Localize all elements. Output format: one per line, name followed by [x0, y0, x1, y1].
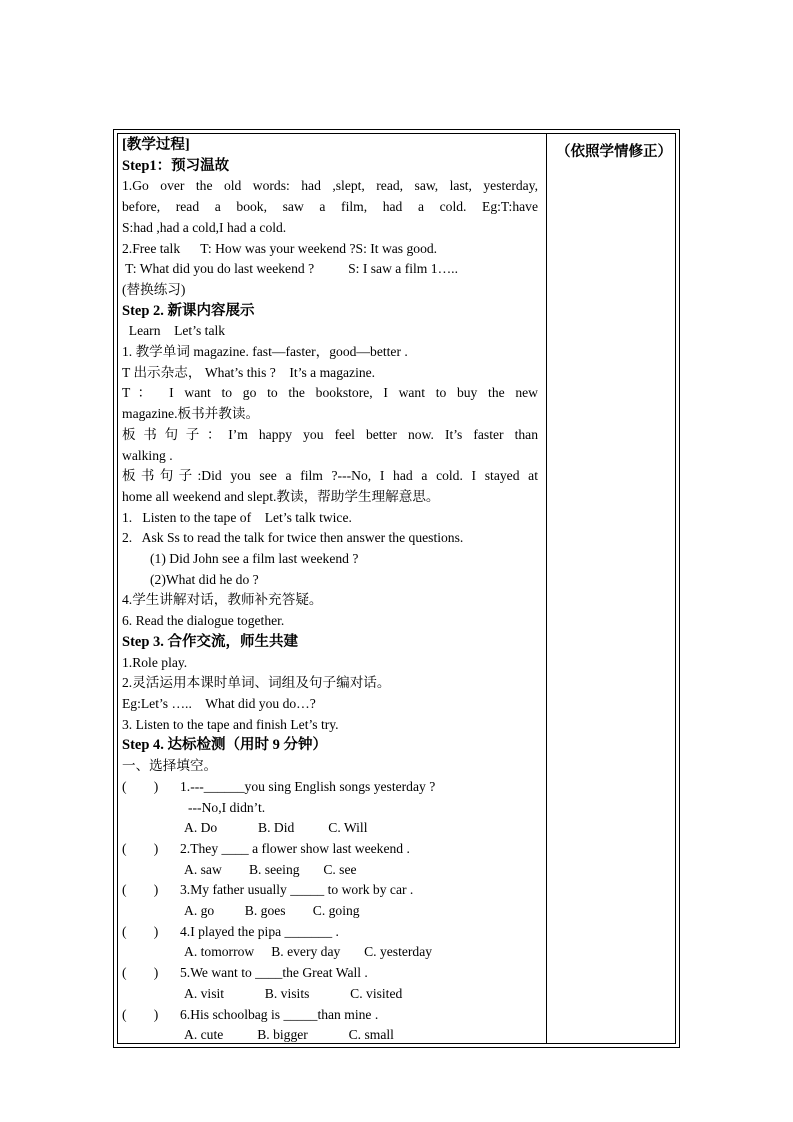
text-line: 2.灵活运用本课时单词、词组及句子编对话。	[122, 675, 391, 691]
question-3	[122, 880, 538, 901]
step1-title: Step1：预习温故	[122, 157, 230, 174]
text-line: T: What did you do last weekend ? S: I saw a film 1…..	[122, 261, 458, 277]
text-line: S:had ,had a cold,I had a cold.	[122, 219, 287, 235]
text-line: T： I want to go to the bookstore, I want to buy the new	[122, 385, 538, 401]
text-line: 4.学生讲解对话，教师补充答疑。	[122, 592, 323, 608]
text-line: Eg:Let’s ….. What did you do…?	[122, 695, 316, 711]
question-text: 5.We want to ____the Great Wall .	[180, 965, 368, 981]
answer-blank: ( )	[122, 882, 159, 898]
question-text: 4.I played the pipa _______ .	[180, 923, 339, 939]
text-line: T 出示杂志， What’s this ? It’s a magazine.	[122, 364, 376, 380]
text-line: 2.Free talk T: How was your weekend ?S: It was good.	[122, 240, 438, 256]
text-line: 6. Read the dialogue together.	[122, 613, 285, 629]
question-options: A. cute B. bigger C. small	[184, 1027, 394, 1043]
text-line: (1) Did John see a film last weekend ?	[150, 551, 359, 567]
lesson-plan-table	[113, 129, 680, 1048]
teaching-process-cell	[122, 135, 538, 1046]
text-line: 板书句子:Did you see a film ?---No, I had a cold. I stayed at	[122, 468, 538, 484]
step2-title: Step 2. 新课内容展示	[122, 302, 255, 319]
question-1	[122, 777, 538, 798]
question-text: 1.---______you sing English songs yesterday ?	[180, 778, 436, 794]
text-line: 1. 教学单词 magazine. fast—faster，good—better .	[122, 344, 408, 360]
exercise-subtitle: 一、选择填空。	[122, 758, 218, 774]
question-4	[122, 922, 538, 943]
question-5	[122, 963, 538, 984]
answer-blank: ( )	[122, 965, 159, 981]
text-line: 板书句子：I’m happy you feel better now. It’s faster than	[122, 426, 538, 442]
question-text: 2.They ____ a flower show last weekend .	[180, 840, 410, 856]
text-line: before, read a book, saw a film, had a cold. Eg:T:have	[122, 199, 538, 215]
text-line: Learn Let’s talk	[122, 323, 226, 339]
step3-title: Step 3. 合作交流，师生共建	[122, 633, 299, 650]
text-line: 1.Role play.	[122, 654, 188, 670]
answer-blank: ( )	[122, 1006, 159, 1022]
question-options: A. visit B. visits C. visited	[184, 985, 403, 1001]
text-line: 1. Listen to the tape of Let’s talk twice.	[122, 509, 352, 525]
question-options: A. saw B. seeing C. see	[184, 861, 357, 877]
text-line: walking .	[122, 447, 173, 463]
answer-blank: ( )	[122, 778, 159, 794]
question-text: 6.His schoolbag is _____than mine .	[180, 1006, 379, 1022]
revision-note: （依照学情修正）	[556, 144, 672, 160]
question-reply: ---No,I didn’t.	[188, 799, 266, 815]
revision-note-cell	[552, 140, 676, 161]
question-options: A. tomorrow B. every day C. yesterday	[184, 944, 433, 960]
question-6	[122, 1005, 538, 1026]
question-text: 3.My father usually _____ to work by car .	[180, 882, 414, 898]
text-line: 2. Ask Ss to read the talk for twice then answer the questions.	[122, 530, 464, 546]
answer-blank: ( )	[122, 923, 159, 939]
question-options: A. go B. goes C. going	[184, 903, 360, 919]
text-line: 3. Listen to the tape and finish Let’s try.	[122, 716, 339, 732]
text-line: home all weekend and slept.教读，帮助学生理解意思。	[122, 488, 440, 504]
text-line: magazine.板书并教读。	[122, 406, 260, 422]
question-2	[122, 839, 538, 860]
answer-blank: ( )	[122, 840, 159, 856]
text-line: 1.Go over the old words: had ,slept, read, saw, last, yesterday,	[122, 178, 538, 194]
text-line: (替换练习)	[122, 281, 186, 297]
text-line: (2)What did he do ?	[150, 571, 259, 587]
question-options: A. Do B. Did C. Will	[184, 820, 368, 836]
step4-title: Step 4. 达标检测（用时 9 分钟）	[122, 737, 328, 754]
column-divider	[546, 134, 547, 1043]
table-inner-border	[117, 133, 676, 1044]
section-heading: [教学过程]	[122, 137, 190, 153]
